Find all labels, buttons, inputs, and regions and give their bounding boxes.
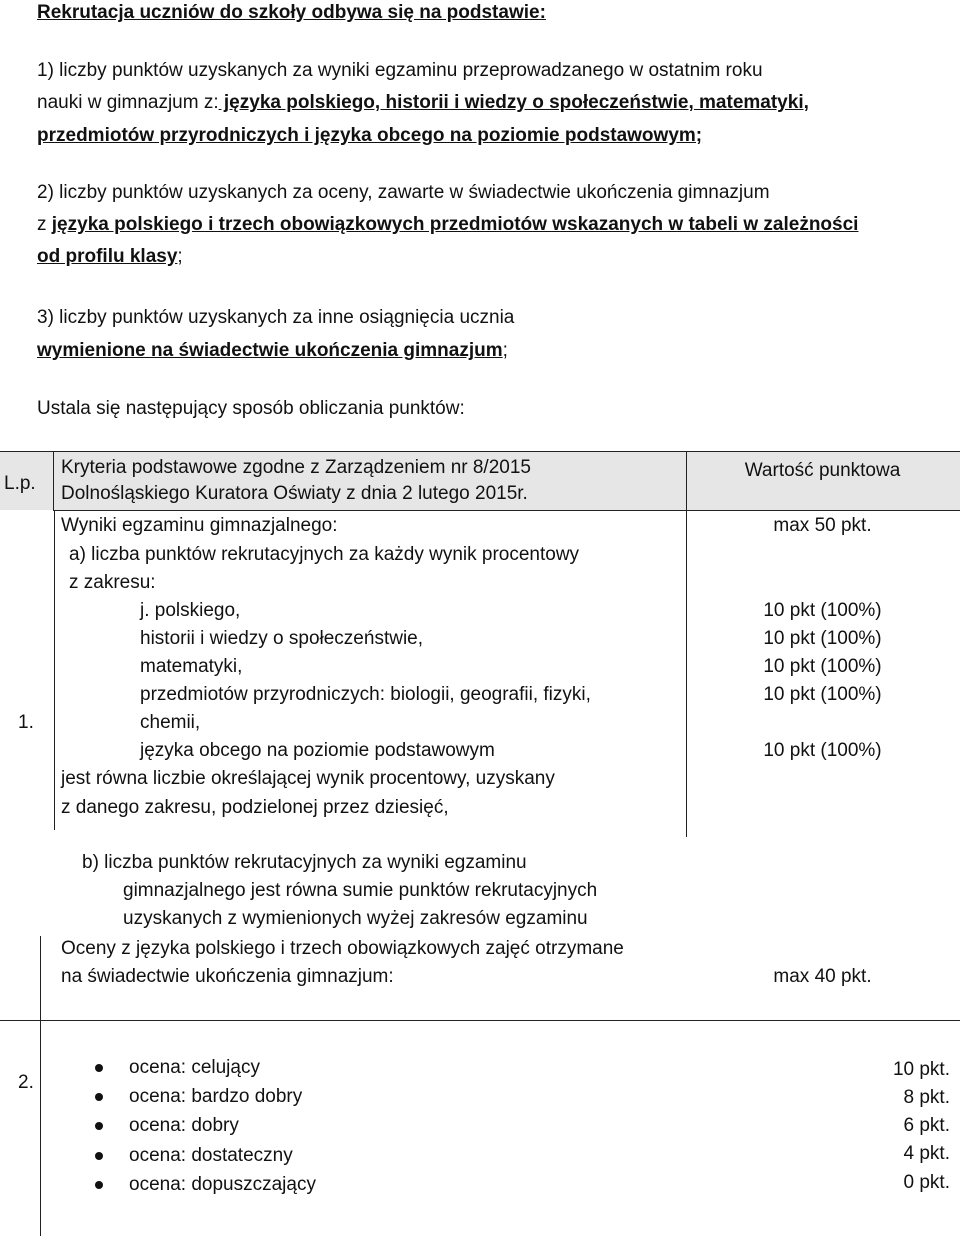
grade-points: 8 pkt. bbox=[903, 1087, 950, 1108]
row1-lp: 1. bbox=[18, 712, 34, 733]
exam-b-line2: gimnazjalnego jest równa sumie punktów rekrutacyjnych bbox=[123, 880, 598, 901]
item3-line2 bbox=[37, 340, 508, 362]
grade-label: ocena: bardzo dobry bbox=[129, 1086, 303, 1107]
item2-line2-plain: z bbox=[37, 214, 52, 235]
subject-points: 10 pkt (100%) bbox=[763, 628, 882, 649]
item2-line2-bold: języka polskiego i trzech obowiązkowych przedmiotów wskazanych w tabeli w zależności bbox=[51, 214, 859, 235]
item3-line1: 3) liczby punktów uzyskanych za inne osiągnięcia ucznia bbox=[37, 307, 515, 328]
col-divider-2 bbox=[686, 451, 687, 837]
grade-label: ocena: dopuszczający bbox=[129, 1174, 316, 1195]
header-bottom-border bbox=[54, 510, 960, 511]
item2-line3-tail: ; bbox=[177, 246, 183, 267]
subject-points: 10 pkt (100%) bbox=[763, 600, 882, 621]
exam-title: Wyniki egzaminu gimnazjalnego: bbox=[61, 515, 338, 536]
page-heading: Rekrutacja uczniów do szkoły odbywa się na podstawie: bbox=[37, 2, 546, 23]
col-divider-1-bottom bbox=[40, 1020, 41, 1236]
exam-rule-line2: z danego zakresu, podzielonej przez dziesięć, bbox=[61, 797, 449, 818]
exam-b-line3: uzyskanych z wymienionych wyżej zakresów egzaminu bbox=[123, 908, 588, 929]
item3-line2-bold: wymienione na świadectwie ukończenia gimnazjum bbox=[37, 340, 503, 361]
item2-line3 bbox=[37, 246, 183, 268]
row2-lp: 2. bbox=[18, 1072, 34, 1093]
bullet-icon bbox=[95, 1093, 103, 1101]
item2-line2 bbox=[37, 214, 858, 236]
col-divider-1-lower bbox=[40, 936, 41, 1020]
item1-line2 bbox=[37, 92, 809, 114]
exam-max: max 50 pkt. bbox=[773, 515, 872, 536]
bullet-icon bbox=[95, 1122, 103, 1130]
table-top-border bbox=[0, 451, 960, 452]
subject-points: 10 pkt (100%) bbox=[763, 656, 882, 677]
grade-points: 4 pkt. bbox=[903, 1143, 950, 1164]
subject-points: 10 pkt (100%) bbox=[763, 684, 882, 705]
grade-label: ocena: celujący bbox=[129, 1057, 260, 1078]
grade-points: 6 pkt. bbox=[903, 1115, 950, 1136]
subject-points: 10 pkt (100%) bbox=[763, 740, 882, 761]
grades-intro-line2: na świadectwie ukończenia gimnazjum: bbox=[61, 966, 394, 987]
grades-max: max 40 pkt. bbox=[773, 966, 872, 987]
bullet-icon bbox=[95, 1181, 103, 1189]
item3-line2-tail: ; bbox=[502, 340, 508, 361]
bullet-icon bbox=[95, 1152, 103, 1160]
header-value: Wartość punktowa bbox=[744, 460, 901, 481]
subject-name: chemii, bbox=[140, 712, 201, 733]
header-criteria-line2: Dolnośląskiego Kuratora Oświaty z dnia 2 lutego 2015r. bbox=[61, 483, 528, 504]
exam-b-line1: b) liczba punktów rekrutacyjnych za wyniki egzaminu bbox=[82, 852, 527, 873]
subject-name: matematyki, bbox=[140, 656, 243, 677]
subject-name: języka obcego na poziomie podstawowym bbox=[140, 740, 495, 761]
item1-line2-plain: nauki w gimnazjum z: bbox=[37, 92, 219, 113]
bullet-icon bbox=[95, 1064, 103, 1072]
header-lp: L.p. bbox=[4, 473, 36, 494]
col-divider-1-mid bbox=[54, 510, 55, 830]
subject-name: przedmiotów przyrodniczych: biologii, geografii, fizyki, bbox=[140, 684, 591, 705]
exam-a-line2: z zakresu: bbox=[69, 572, 156, 593]
subject-name: historii i wiedzy o społeczeństwie, bbox=[140, 628, 424, 649]
row1-bottom-border bbox=[0, 1020, 960, 1021]
exam-rule-line1: jest równa liczbie określającej wynik procentowy, uzyskany bbox=[61, 768, 555, 789]
item2-line3-bold: od profilu klasy bbox=[37, 246, 178, 267]
grade-points: 10 pkt. bbox=[892, 1059, 950, 1080]
grade-label: ocena: dobry bbox=[129, 1115, 239, 1136]
subject-name: j. polskiego, bbox=[140, 600, 241, 621]
exam-a-line1: a) liczba punktów rekrutacyjnych za każdy wynik procentowy bbox=[69, 544, 580, 565]
grades-intro-line1: Oceny z języka polskiego i trzech obowiązkowych zajęć otrzymane bbox=[61, 938, 624, 959]
item1-line3: przedmiotów przyrodniczych i języka obcego na poziomie podstawowym; bbox=[37, 125, 703, 146]
grade-points: 0 pkt. bbox=[903, 1172, 950, 1193]
header-criteria-line1: Kryteria podstawowe zgodne z Zarządzeniem nr 8/2015 bbox=[61, 457, 531, 478]
grade-label: ocena: dostateczny bbox=[129, 1145, 293, 1166]
intro-text: Ustala się następujący sposób obliczania punktów: bbox=[37, 398, 465, 419]
col-divider-1-top bbox=[53, 451, 54, 511]
item1-line2-bold: języka polskiego, historii i wiedzy o społeczeństwie, matematyki, bbox=[218, 92, 809, 113]
item2-line1: 2) liczby punktów uzyskanych za oceny, zawarte w świadectwie ukończenia gimnazjum bbox=[37, 182, 770, 203]
item1-line1: 1) liczby punktów uzyskanych za wyniki egzaminu przeprowadzanego w ostatnim roku bbox=[37, 60, 763, 81]
